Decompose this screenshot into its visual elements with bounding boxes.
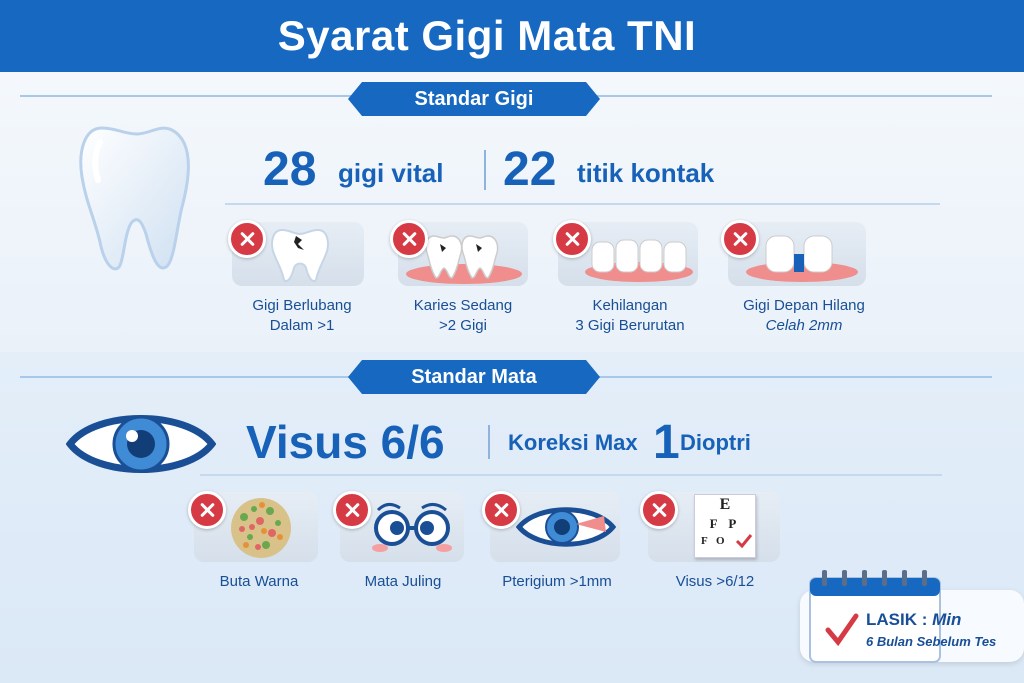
section-banner-teeth: Standar Gigi xyxy=(362,82,586,116)
missing-teeth-caption xyxy=(550,296,710,336)
caption-line: Gigi Depan Hilang xyxy=(743,297,865,314)
ishihara-plate-icon xyxy=(230,497,292,559)
visus-value: Visus 6/6 xyxy=(246,416,445,468)
missing-teeth-icon xyxy=(584,236,694,284)
pterygium-eye-icon xyxy=(516,502,616,552)
caption-line xyxy=(724,316,884,336)
x-mark-icon xyxy=(228,220,266,258)
caries-caption xyxy=(383,296,543,336)
page-title: Syarat Gigi Mata TNI xyxy=(277,12,697,59)
caption-line: 3 Gigi Berurutan xyxy=(575,317,685,334)
cavity-caption xyxy=(222,296,382,336)
caption-line: Kehilangan xyxy=(592,297,668,314)
lasik-min: Min xyxy=(932,610,962,629)
x-mark-icon xyxy=(640,491,678,529)
teeth-vital-label: gigi vital xyxy=(338,158,444,188)
contact-point-count: 22 xyxy=(503,143,557,196)
crossed-eyes-icon xyxy=(364,498,460,556)
x-mark-icon xyxy=(390,220,428,258)
divider-line xyxy=(200,474,942,476)
x-mark-icon xyxy=(188,491,226,529)
snellen-chart-icon xyxy=(694,494,756,558)
x-mark-icon xyxy=(333,491,371,529)
caption-line: Gigi Berlubang xyxy=(252,297,352,314)
stat-separator xyxy=(488,425,490,459)
lasik-title xyxy=(866,610,961,630)
caption-line: Karies Sedang xyxy=(413,297,513,314)
pterygium-caption: Pterigium >1mm xyxy=(502,573,612,590)
x-mark-icon xyxy=(721,220,759,258)
contact-point-label: titik kontak xyxy=(577,158,715,188)
front-gap-caption xyxy=(724,296,884,336)
lasik-detail: 6 Bulan Sebelum Tes xyxy=(866,634,997,649)
cavity-tooth-icon xyxy=(270,226,330,284)
visus-limit-caption: Visus >6/12 xyxy=(675,573,755,590)
stat-separator xyxy=(484,150,486,190)
caption-line: >2 Gigi xyxy=(439,317,487,334)
check-mark-icon xyxy=(735,533,753,549)
eye-icon xyxy=(66,402,216,486)
header-bar xyxy=(0,0,1024,72)
tooth-icon xyxy=(72,122,202,277)
caption-line: Dalam >1 xyxy=(269,317,335,334)
section-banner-eyes: Standar Mata xyxy=(362,360,586,394)
correction-label: Koreksi Max xyxy=(508,430,638,455)
x-mark-icon xyxy=(553,220,591,258)
front-gap-teeth-icon xyxy=(744,232,860,284)
caption-italic: Celah 2mm xyxy=(765,317,843,334)
strabismus-caption: Mata Juling xyxy=(364,573,442,590)
lasik-colon: : xyxy=(921,610,928,629)
x-mark-icon xyxy=(482,491,520,529)
correction-value: 1 xyxy=(653,416,680,469)
chart-row: F P xyxy=(709,516,741,531)
lasik-label: LASIK xyxy=(866,610,917,629)
teeth-vital-count: 28 xyxy=(263,143,317,196)
divider-line xyxy=(225,203,940,205)
chart-row: F O xyxy=(701,535,728,547)
correction-unit: Dioptri xyxy=(680,430,751,455)
color-blind-caption: Buta Warna xyxy=(219,573,299,590)
chart-row: E xyxy=(719,496,731,513)
